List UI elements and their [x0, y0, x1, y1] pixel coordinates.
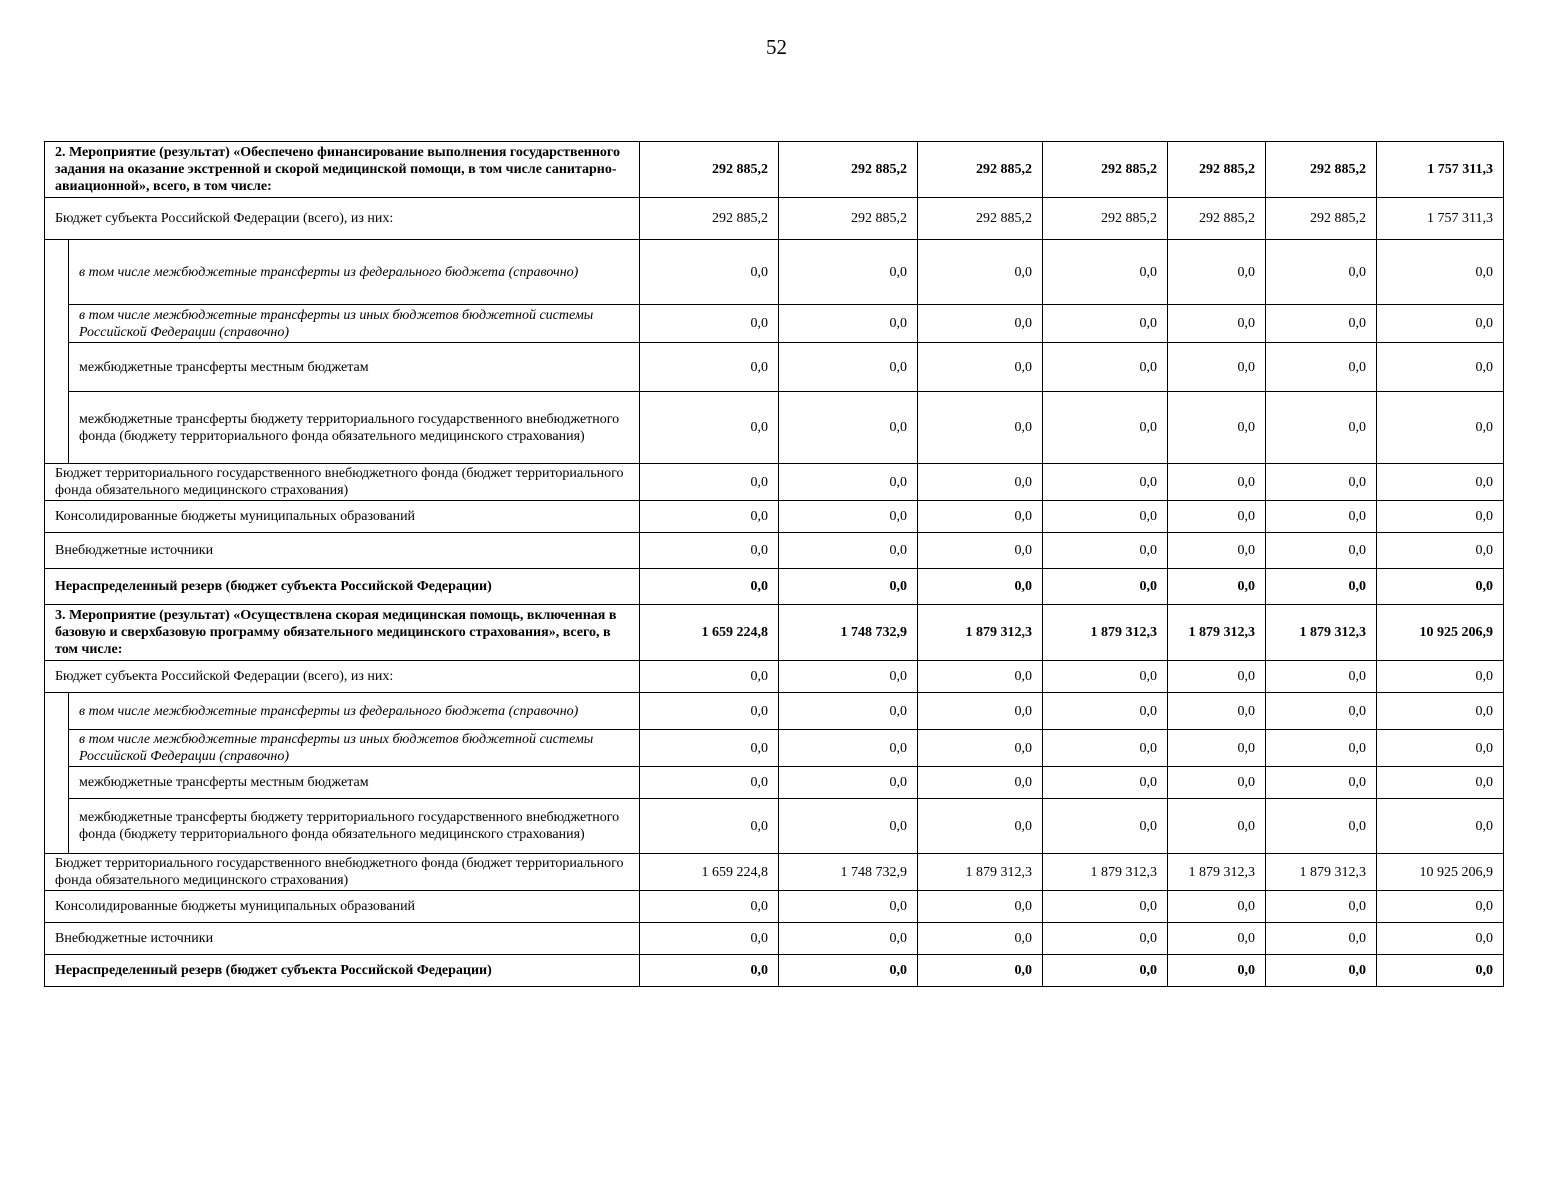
value-cell: 0,0: [1266, 343, 1377, 392]
value-cell: 0,0: [1168, 305, 1266, 343]
table-row: [45, 533, 1504, 569]
indent-spacer: [45, 240, 69, 464]
value-cell: 0,0: [1266, 955, 1377, 987]
value-cell: 1 879 312,3: [918, 854, 1043, 891]
value-cell: 0,0: [918, 955, 1043, 987]
value-cell: 0,0: [918, 891, 1043, 923]
row-label: межбюджетные трансферты бюджету территориального государственного внебюджетного фонда (бюджету территориального фонда обязательного медицинского страхования): [69, 799, 640, 854]
value-cell: 0,0: [1043, 501, 1168, 533]
value-cell: 0,0: [779, 392, 918, 464]
value-cell: 0,0: [1266, 392, 1377, 464]
value-cell: 1 879 312,3: [1266, 605, 1377, 661]
value-cell: 0,0: [779, 730, 918, 767]
value-cell: 0,0: [918, 569, 1043, 605]
value-cell: 0,0: [1377, 533, 1504, 569]
value-cell: 0,0: [1043, 569, 1168, 605]
value-cell: 0,0: [1168, 955, 1266, 987]
table-row: [45, 305, 1504, 343]
value-cell: 0,0: [1168, 661, 1266, 693]
value-cell: 0,0: [1377, 767, 1504, 799]
value-cell: 0,0: [918, 392, 1043, 464]
value-cell: 0,0: [1168, 501, 1266, 533]
value-cell: 0,0: [1168, 392, 1266, 464]
value-cell: 0,0: [1377, 923, 1504, 955]
value-cell: 0,0: [1043, 799, 1168, 854]
value-cell: 0,0: [640, 464, 779, 501]
value-cell: 0,0: [1168, 799, 1266, 854]
value-cell: 0,0: [640, 955, 779, 987]
value-cell: 0,0: [918, 464, 1043, 501]
value-cell: 0,0: [640, 661, 779, 693]
value-cell: 0,0: [918, 343, 1043, 392]
row-label: Бюджет субъекта Российской Федерации (всего), из них:: [45, 661, 640, 693]
value-cell: 292 885,2: [918, 198, 1043, 240]
value-cell: 0,0: [779, 464, 918, 501]
value-cell: 0,0: [1043, 730, 1168, 767]
value-cell: 0,0: [1266, 730, 1377, 767]
value-cell: 0,0: [1266, 240, 1377, 305]
table-row: [45, 730, 1504, 767]
value-cell: 0,0: [1377, 464, 1504, 501]
table-row: [45, 343, 1504, 392]
value-cell: 0,0: [779, 923, 918, 955]
table-row: [45, 605, 1504, 661]
value-cell: 292 885,2: [1266, 142, 1377, 198]
table-row: [45, 501, 1504, 533]
value-cell: 1 757 311,3: [1377, 142, 1504, 198]
table-row: [45, 198, 1504, 240]
value-cell: 0,0: [1266, 799, 1377, 854]
value-cell: 1 879 312,3: [1043, 605, 1168, 661]
value-cell: 0,0: [1168, 533, 1266, 569]
value-cell: 1 879 312,3: [1168, 605, 1266, 661]
row-label: межбюджетные трансферты бюджету территориального государственного внебюджетного фонда (бюджету территориального фонда обязательного медицинского страхования): [69, 392, 640, 464]
value-cell: 1 659 224,8: [640, 605, 779, 661]
value-cell: 0,0: [918, 661, 1043, 693]
row-label: Нераспределенный резерв (бюджет субъекта Российской Федерации): [45, 569, 640, 605]
value-cell: 0,0: [1168, 569, 1266, 605]
value-cell: 0,0: [1168, 464, 1266, 501]
value-cell: 10 925 206,9: [1377, 605, 1504, 661]
table-row: [45, 891, 1504, 923]
value-cell: 0,0: [1043, 305, 1168, 343]
table-row: [45, 693, 1504, 730]
value-cell: 292 885,2: [779, 142, 918, 198]
table-row: [45, 799, 1504, 854]
value-cell: 0,0: [918, 305, 1043, 343]
value-cell: 0,0: [1043, 923, 1168, 955]
value-cell: 0,0: [640, 305, 779, 343]
value-cell: 0,0: [1377, 693, 1504, 730]
table-row: [45, 661, 1504, 693]
table-row: [45, 767, 1504, 799]
value-cell: 10 925 206,9: [1377, 854, 1504, 891]
value-cell: 1 879 312,3: [1043, 854, 1168, 891]
row-label: в том числе межбюджетные трансферты из федерального бюджета (справочно): [69, 693, 640, 730]
value-cell: 0,0: [918, 501, 1043, 533]
value-cell: 0,0: [779, 569, 918, 605]
value-cell: 0,0: [918, 533, 1043, 569]
table-row: [45, 240, 1504, 305]
value-cell: 0,0: [640, 343, 779, 392]
value-cell: 0,0: [1168, 343, 1266, 392]
value-cell: 0,0: [1377, 569, 1504, 605]
value-cell: 0,0: [1266, 533, 1377, 569]
value-cell: 0,0: [1043, 392, 1168, 464]
value-cell: 0,0: [1377, 392, 1504, 464]
value-cell: 0,0: [1168, 693, 1266, 730]
page-number: 52: [766, 35, 787, 59]
value-cell: 0,0: [640, 799, 779, 854]
budget-table: [44, 141, 1504, 987]
table-row: [45, 569, 1504, 605]
value-cell: 0,0: [779, 305, 918, 343]
value-cell: 0,0: [1168, 240, 1266, 305]
value-cell: 0,0: [1266, 767, 1377, 799]
row-label: в том числе межбюджетные трансферты из иных бюджетов бюджетной системы Российской Федерации (справочно): [69, 305, 640, 343]
value-cell: 0,0: [1266, 661, 1377, 693]
row-label: Нераспределенный резерв (бюджет субъекта Российской Федерации): [45, 955, 640, 987]
value-cell: 0,0: [640, 923, 779, 955]
value-cell: 1 748 732,9: [779, 854, 918, 891]
row-label: Внебюджетные источники: [45, 533, 640, 569]
value-cell: 0,0: [1043, 955, 1168, 987]
value-cell: 0,0: [1168, 730, 1266, 767]
row-label: межбюджетные трансферты местным бюджетам: [69, 343, 640, 392]
value-cell: 0,0: [779, 533, 918, 569]
row-label: 2. Мероприятие (результат) «Обеспечено финансирование выполнения государственного задания на оказание экстренной и скорой медицинской помощи, в том числе санитарно-авиационной», всего, в том числе:: [45, 142, 640, 198]
value-cell: 292 885,2: [1043, 198, 1168, 240]
row-label: Бюджет территориального государственного внебюджетного фонда (бюджет территориального фонда обязательного медицинского страхования): [45, 854, 640, 891]
value-cell: 1 879 312,3: [1266, 854, 1377, 891]
value-cell: 292 885,2: [918, 142, 1043, 198]
value-cell: 0,0: [1377, 891, 1504, 923]
value-cell: 0,0: [1168, 767, 1266, 799]
row-label: межбюджетные трансферты местным бюджетам: [69, 767, 640, 799]
value-cell: 0,0: [1043, 343, 1168, 392]
row-label: в том числе межбюджетные трансферты из федерального бюджета (справочно): [69, 240, 640, 305]
value-cell: 0,0: [640, 392, 779, 464]
value-cell: 0,0: [918, 767, 1043, 799]
value-cell: 0,0: [640, 730, 779, 767]
value-cell: 292 885,2: [1043, 142, 1168, 198]
value-cell: 0,0: [918, 923, 1043, 955]
value-cell: 0,0: [640, 501, 779, 533]
value-cell: 0,0: [1266, 464, 1377, 501]
value-cell: 0,0: [1377, 730, 1504, 767]
value-cell: 0,0: [1043, 661, 1168, 693]
value-cell: 0,0: [1043, 891, 1168, 923]
value-cell: 0,0: [1377, 343, 1504, 392]
table-row: [45, 142, 1504, 198]
value-cell: 0,0: [918, 693, 1043, 730]
value-cell: 0,0: [640, 569, 779, 605]
value-cell: 1 879 312,3: [1168, 854, 1266, 891]
value-cell: 0,0: [1043, 533, 1168, 569]
value-cell: 0,0: [918, 240, 1043, 305]
value-cell: 0,0: [1043, 767, 1168, 799]
value-cell: 1 748 732,9: [779, 605, 918, 661]
value-cell: 0,0: [779, 955, 918, 987]
value-cell: 0,0: [1377, 799, 1504, 854]
value-cell: 292 885,2: [640, 198, 779, 240]
value-cell: 0,0: [1377, 305, 1504, 343]
value-cell: 0,0: [1377, 661, 1504, 693]
row-label: Консолидированные бюджеты муниципальных образований: [45, 501, 640, 533]
value-cell: 0,0: [1266, 501, 1377, 533]
value-cell: 0,0: [1266, 305, 1377, 343]
value-cell: 0,0: [1377, 501, 1504, 533]
value-cell: 1 757 311,3: [1377, 198, 1504, 240]
row-label: Внебюджетные источники: [45, 923, 640, 955]
value-cell: 0,0: [779, 240, 918, 305]
value-cell: 0,0: [1043, 464, 1168, 501]
value-cell: 0,0: [1043, 693, 1168, 730]
value-cell: 0,0: [1377, 240, 1504, 305]
value-cell: 0,0: [918, 730, 1043, 767]
table-row: [45, 854, 1504, 891]
value-cell: 0,0: [918, 799, 1043, 854]
row-label: в том числе межбюджетные трансферты из иных бюджетов бюджетной системы Российской Федерации (справочно): [69, 730, 640, 767]
row-label: Бюджет территориального государственного внебюджетного фонда (бюджет территориального фонда обязательного медицинского страхования): [45, 464, 640, 501]
value-cell: 1 879 312,3: [918, 605, 1043, 661]
row-label: Бюджет субъекта Российской Федерации (всего), из них:: [45, 198, 640, 240]
row-label: Консолидированные бюджеты муниципальных образований: [45, 891, 640, 923]
value-cell: 292 885,2: [1266, 198, 1377, 240]
value-cell: 292 885,2: [1168, 142, 1266, 198]
value-cell: 0,0: [1266, 569, 1377, 605]
value-cell: 0,0: [779, 661, 918, 693]
value-cell: 0,0: [1266, 923, 1377, 955]
value-cell: 0,0: [1043, 240, 1168, 305]
value-cell: 0,0: [1266, 693, 1377, 730]
indent-spacer: [45, 693, 69, 854]
value-cell: 0,0: [1266, 891, 1377, 923]
value-cell: 0,0: [640, 240, 779, 305]
value-cell: 292 885,2: [640, 142, 779, 198]
value-cell: 0,0: [1377, 955, 1504, 987]
value-cell: 0,0: [640, 767, 779, 799]
value-cell: 292 885,2: [1168, 198, 1266, 240]
value-cell: 0,0: [779, 501, 918, 533]
table-row: [45, 955, 1504, 987]
value-cell: 292 885,2: [779, 198, 918, 240]
value-cell: 0,0: [779, 767, 918, 799]
value-cell: 0,0: [779, 799, 918, 854]
table-row: [45, 923, 1504, 955]
value-cell: 0,0: [779, 693, 918, 730]
row-label: 3. Мероприятие (результат) «Осуществлена скорая медицинская помощь, включенная в базовую и сверхбазовую программу обязательного медицинского страхования», всего, в том числе:: [45, 605, 640, 661]
value-cell: 0,0: [1168, 923, 1266, 955]
value-cell: 1 659 224,8: [640, 854, 779, 891]
table-row: [45, 392, 1504, 464]
table-body: [45, 142, 1504, 987]
table-row: [45, 464, 1504, 501]
value-cell: 0,0: [779, 343, 918, 392]
value-cell: 0,0: [640, 891, 779, 923]
value-cell: 0,0: [1168, 891, 1266, 923]
value-cell: 0,0: [640, 693, 779, 730]
value-cell: 0,0: [779, 891, 918, 923]
value-cell: 0,0: [640, 533, 779, 569]
